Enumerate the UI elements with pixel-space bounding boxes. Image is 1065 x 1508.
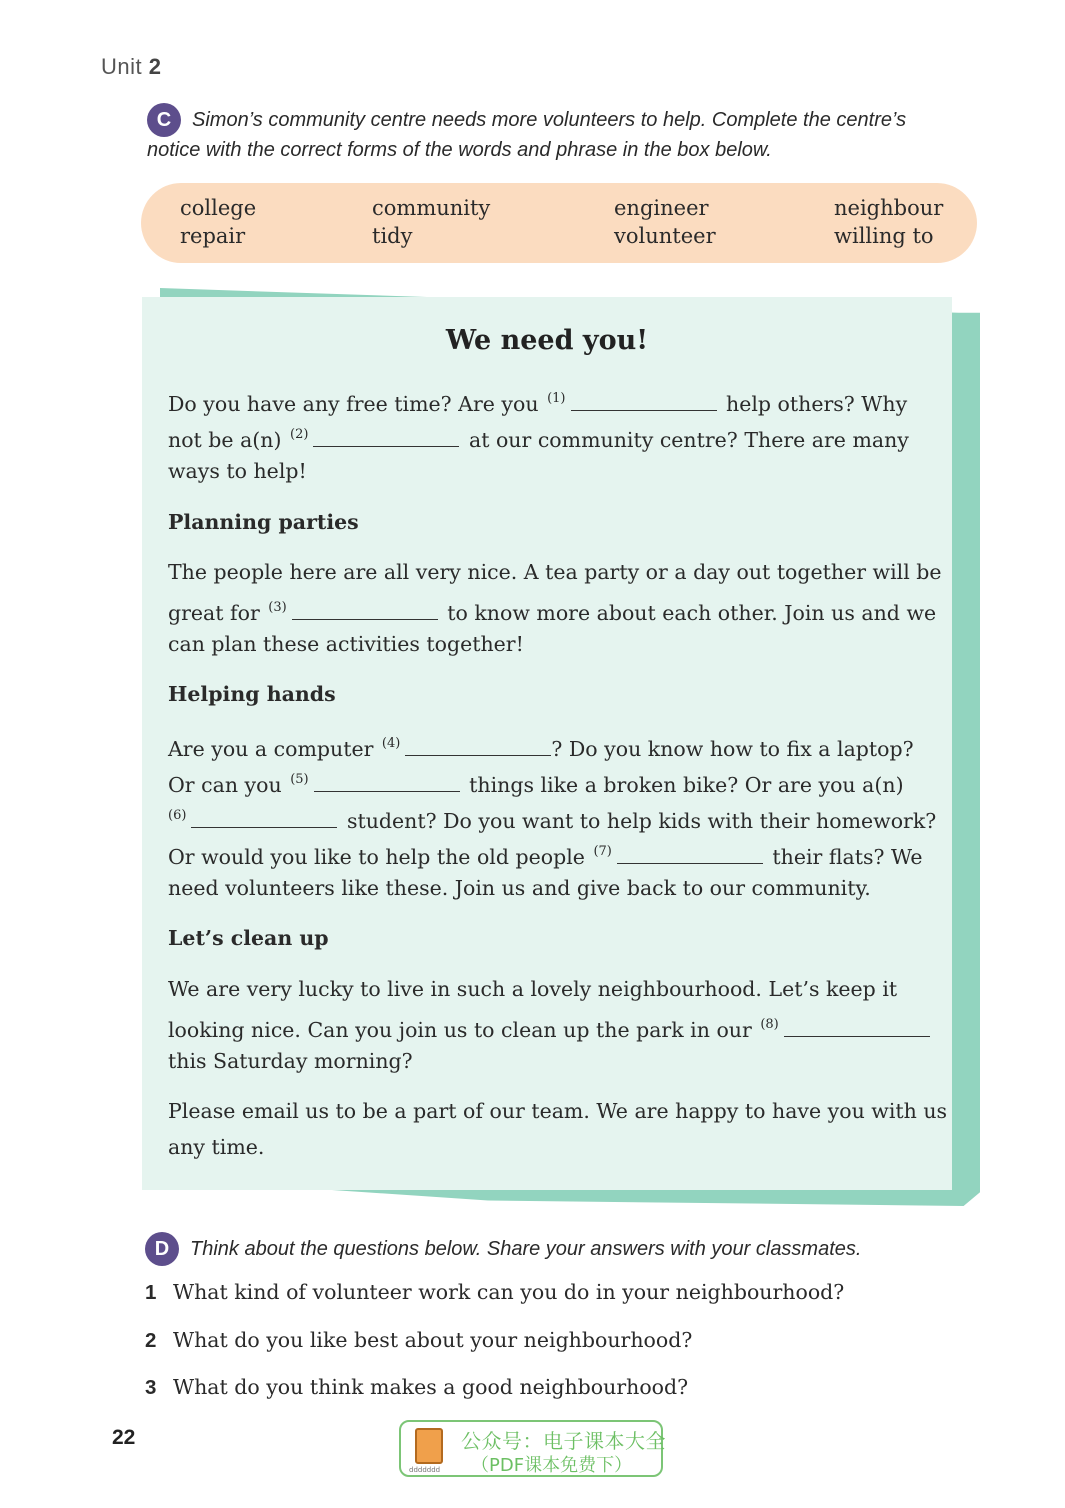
answer-blank-3[interactable] xyxy=(292,599,438,620)
word-box-item: repair xyxy=(180,224,246,248)
watermark-small-text: ddddddd xyxy=(409,1466,441,1474)
section-c-badge: C xyxy=(147,103,181,137)
section-c-instruction-line1: Simon’s community centre needs more volunteers to help. Complete the centre’s xyxy=(192,109,907,131)
helping-line-5: need volunteers like these. Join us and give back to our community. xyxy=(168,876,871,900)
helping-line-4 xyxy=(168,834,923,875)
cleanup-line-1: We are very lucky to live in such a lovely neighbourhood. Let’s keep it xyxy=(168,977,898,1001)
blank-number: (4) xyxy=(381,736,401,751)
text: at our community centre? There are many xyxy=(468,428,909,452)
blank-number: (2) xyxy=(290,427,309,442)
page-number: 22 xyxy=(112,1426,136,1449)
word-box-item: neighbour xyxy=(834,196,944,220)
unit-number: 2 xyxy=(148,54,162,79)
heading-planning: Planning parties xyxy=(168,510,359,534)
word-box-item: engineer xyxy=(614,196,709,220)
planning-line-3: can plan these activities together! xyxy=(168,632,524,656)
intro-line-3: ways to help! xyxy=(168,459,307,483)
word-box xyxy=(141,183,977,263)
heading-cleanup: Let’s clean up xyxy=(168,926,329,950)
question-item xyxy=(145,1375,688,1400)
text: student? Do you want to help kids with their homework? xyxy=(346,809,937,833)
intro-line-1 xyxy=(168,381,907,422)
question-item xyxy=(145,1328,692,1353)
text: their flats? We xyxy=(772,845,923,869)
watermark-badge xyxy=(399,1420,666,1477)
question-text: What kind of volunteer work can you do in your neighbourhood? xyxy=(173,1280,845,1304)
blank-number: (6) xyxy=(168,808,187,823)
book-icon xyxy=(415,1428,443,1464)
watermark-line1: 公众号：电子课本大全 xyxy=(461,1429,666,1453)
answer-blank-1[interactable] xyxy=(571,390,717,411)
question-text: What do you think makes a good neighbourhood? xyxy=(173,1375,689,1399)
text: great for xyxy=(168,601,260,625)
text: Are you a computer xyxy=(168,737,374,761)
question-number: 1 xyxy=(145,1281,157,1304)
blank-number: (1) xyxy=(547,391,566,406)
helping-line-3 xyxy=(168,798,936,839)
section-d-instruction: Think about the questions below. Share your answers with your classmates. xyxy=(190,1238,862,1260)
helping-line-2 xyxy=(168,762,904,803)
question-number: 2 xyxy=(145,1329,157,1352)
word-box-item: volunteer xyxy=(614,224,716,248)
answer-blank-6[interactable] xyxy=(191,807,337,828)
text: not be a(n) xyxy=(168,428,282,452)
unit-label xyxy=(101,54,162,80)
answer-blank-5[interactable] xyxy=(314,771,460,792)
answer-blank-7[interactable] xyxy=(617,843,763,864)
section-d-badge: D xyxy=(145,1232,179,1266)
planning-line-2 xyxy=(168,590,936,631)
heading-helping: Helping hands xyxy=(168,682,336,706)
planning-line-1: The people here are all very nice. A tea party or a day out together will be xyxy=(168,560,942,584)
closing-line-1: Please email us to be a part of our team. We are happy to have you with us xyxy=(168,1099,948,1123)
closing-line-2: any time. xyxy=(168,1135,265,1159)
question-item xyxy=(145,1280,844,1305)
cleanup-line-3: this Saturday morning? xyxy=(168,1049,413,1073)
notice-card xyxy=(142,297,952,1190)
text: help others? Why xyxy=(726,392,908,416)
intro-line-2 xyxy=(168,417,909,458)
text: Do you have any free time? Are you xyxy=(168,392,539,416)
word-box-item: college xyxy=(180,196,257,220)
word-box-item: community xyxy=(372,196,491,220)
text: things like a broken bike? Or are you a(n) xyxy=(469,773,904,797)
blank-number: (5) xyxy=(290,772,309,787)
text: Or can you xyxy=(168,773,282,797)
blank-number: (7) xyxy=(593,844,612,859)
blank-number: (3) xyxy=(268,600,287,615)
word-box-item: tidy xyxy=(372,224,413,248)
text: Or would you like to help the old people xyxy=(168,845,585,869)
notice-title: We need you! xyxy=(445,325,649,356)
unit-word: Unit xyxy=(101,54,143,79)
cleanup-line-2 xyxy=(168,1007,933,1048)
answer-blank-8[interactable] xyxy=(784,1016,930,1037)
question-number: 3 xyxy=(145,1376,157,1399)
word-box-item: willing to xyxy=(834,224,934,248)
helping-line-1 xyxy=(168,726,914,767)
blank-number: (8) xyxy=(760,1017,779,1032)
question-text: What do you like best about your neighbourhood? xyxy=(173,1328,693,1352)
text: to know more about each other. Join us and we xyxy=(447,601,937,625)
text: looking nice. Can you join us to clean up the park in our xyxy=(168,1018,752,1042)
watermark-line2: （PDF课本免费下） xyxy=(471,1455,633,1476)
text: ? Do you know how to fix a laptop? xyxy=(551,737,914,761)
answer-blank-2[interactable] xyxy=(313,426,459,447)
answer-blank-4[interactable] xyxy=(405,735,551,756)
section-c-instruction-line2: notice with the correct forms of the words and phrase in the box below. xyxy=(147,139,772,161)
